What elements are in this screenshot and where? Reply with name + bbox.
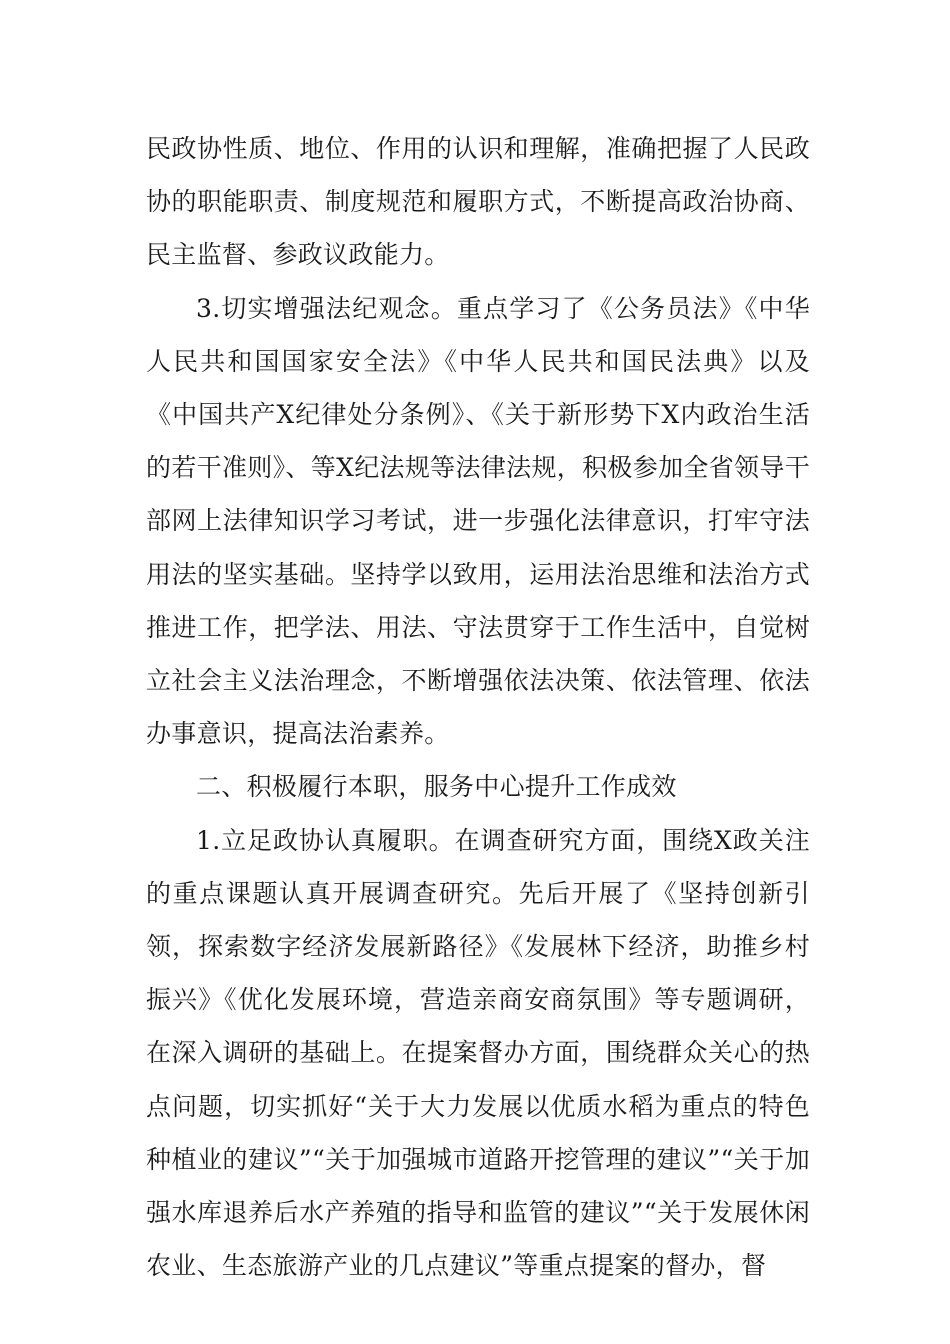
- paragraph-law-awareness: 3.切实增强法纪观念。重点学习了《公务员法》《中华人民共和国国家安全法》《中华人民共和国民法典》以及《中国共产X纪律处分条例》、《关于新形势下X内政治生活的若干准则》、等X纪法规等法律法规，积极参加全省领导干部网上法律知识学习考试，进一步强化法律意识，打牢守法用法的坚实基础。坚持学以致用，运用法治思维和法治方式推进工作，把学法、用法、守法贯穿于工作生活中，自觉树立社会主义法治理念，不断增强依法决策、依法管理、依法办事意识，提高法治素养。: [146, 293, 810, 749]
- document-body: [146, 122, 810, 1292]
- section-heading: 二、积极履行本职，服务中心提升工作成效: [196, 772, 677, 802]
- paragraph-duty-performance: 1.立足政协认真履职。在调查研究方面，围绕X政关注的重点课题认真开展调查研究。先后开展了《坚持创新引领，探索数字经济发展新路径》《发展林下经济，助推乡村振兴》《优化发展环境，营造亲商安商氛围》等专题调研，在深入调研的基础上。在提案督办方面，围绕群众关心的热点问题，切实抓好“关于大力发展以优质水稻为重点的特色种植业的建议”“关于加强城市道路开挖管理的建议”“关于加强水库退养后水产养殖的指导和监管的建议”“关于发展休闲农业、生态旅游产业的几点建议”等重点提案的督办，督: [146, 825, 810, 1281]
- paragraph-continuation: 民政协性质、地位、作用的认识和理解，准确把握了人民政协的职能职责、制度规范和履职方式，不断提高政治协商、民主监督、参政议政能力。: [146, 134, 810, 270]
